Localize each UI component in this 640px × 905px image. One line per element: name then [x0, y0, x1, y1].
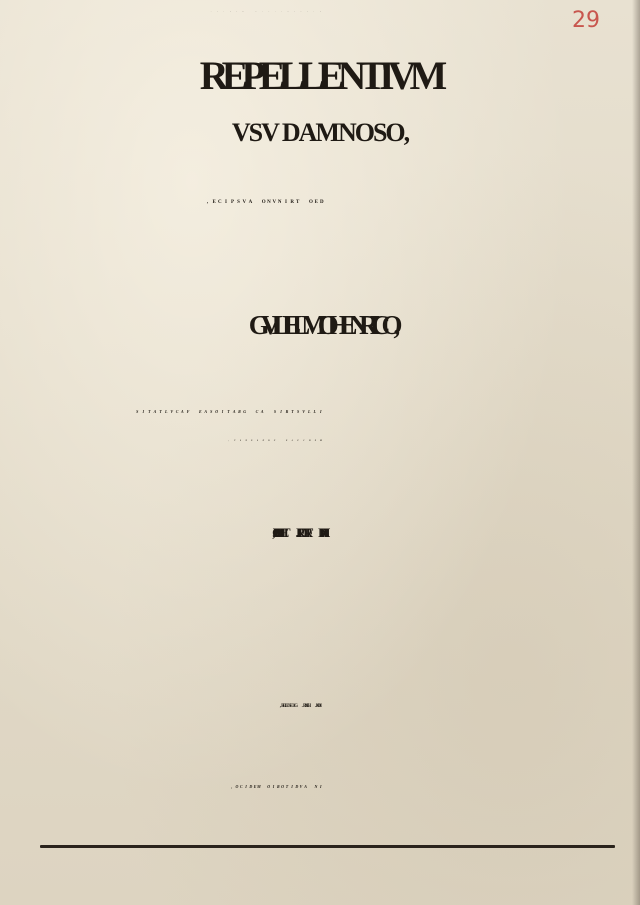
line-illustris: [0, 410, 640, 414]
folio-number: 29: [572, 8, 600, 33]
line-dissertatio-medica: [0, 12, 640, 13]
line-in-auditorio: [0, 785, 640, 789]
line-teichmeyero: [0, 526, 640, 539]
line-medicae-consensu: [0, 440, 640, 442]
line-deo-trinuno: [0, 200, 640, 205]
line-guilielmo-henrico: GVILIELMO HENRICO,: [248, 310, 392, 340]
line-usu-damnoso: VSV DAMNOSO,: [231, 118, 409, 147]
line-repellentium: REPELLENTIVM: [199, 53, 441, 98]
horizontal-rule: [40, 845, 615, 848]
line-gieseler: [0, 704, 640, 709]
